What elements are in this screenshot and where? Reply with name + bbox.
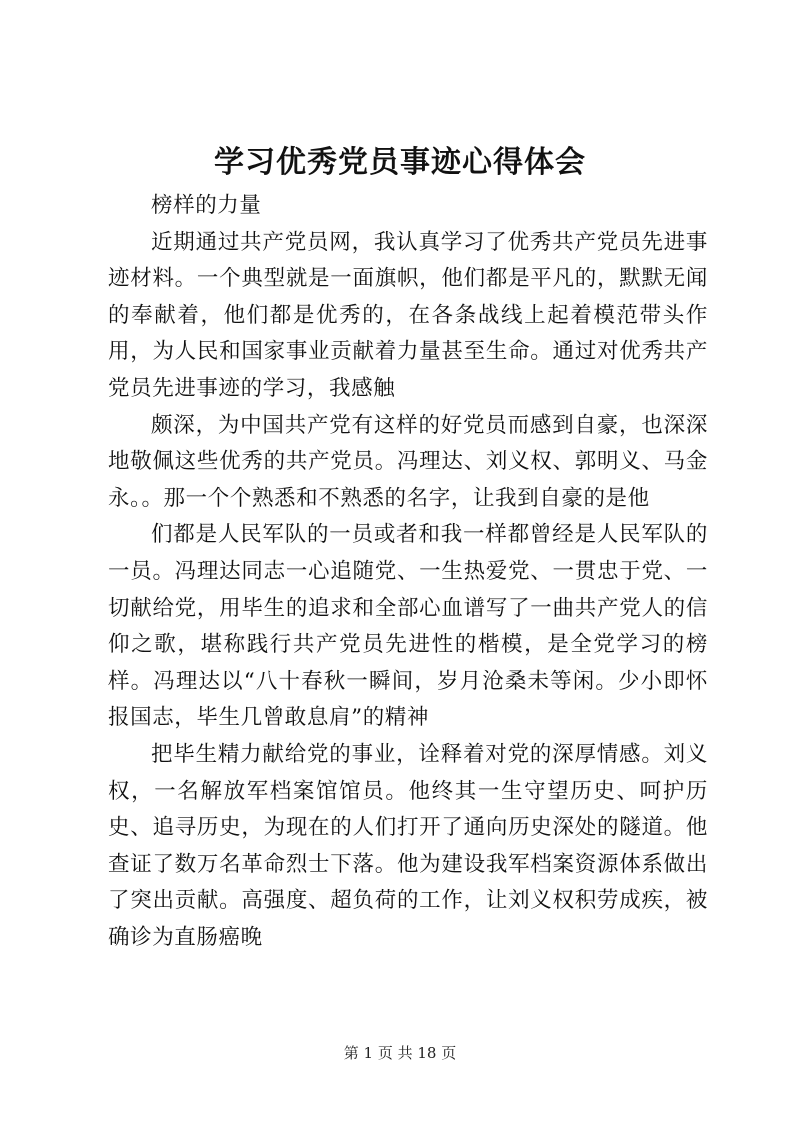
document-body <box>108 188 708 956</box>
paragraph-1: 近期通过共产党员网，我认真学习了优秀共产党员先进事迹材料。一个典型就是一面旗帜，他们都是平凡的，默默无闻的奉献着，他们都是优秀的，在各条战线上起着模范带头作用，为人民和国家事业贡献着力量甚至生命。通过对优秀共产党员先进事迹的学习，我感触 <box>108 229 708 401</box>
paragraph-2: 颇深，为中国共产党有这样的好党员而感到自豪，也深深地敬佩这些优秀的共产党员。冯理达、刘义权、郭明义、马金永。。那一个个熟悉和不熟悉的名字，让我到自豪的是他 <box>108 412 708 511</box>
page-footer: 第 1 页 共 18 页 <box>343 1044 457 1062</box>
document-title: 学习优秀党员事迹心得体会 <box>214 145 586 180</box>
paragraph-4: 把毕生精力献给党的事业，诠释着对党的深厚情感。刘义权，一名解放军档案馆馆员。他终其一生守望历史、呵护历史、追寻历史，为现在的人们打开了通向历史深处的隧道。他查证了数万名革命烈士下落。他为建设我军档案资源体系做出了突出贡献。高强度、超负荷的工作，让刘义权积劳成疾，被确诊为直肠癌晚 <box>108 741 708 950</box>
paragraph-3: 们都是人民军队的一员或者和我一样都曾经是人民军队的一员。冯理达同志一心追随党、一生热爱党、一贯忠于党、一切献给党，用毕生的追求和全部心血谱写了一曲共产党人的信仰之歌，堪称践行共产党员先进性的楷模，是全党学习的榜样。冯理达以“八十春秋一瞬间，岁月沧桑未等闲。少小即怀报国志，毕生几曾敢息肩”的精神 <box>108 522 708 731</box>
paragraph-heading: 榜样的力量 <box>151 193 262 218</box>
